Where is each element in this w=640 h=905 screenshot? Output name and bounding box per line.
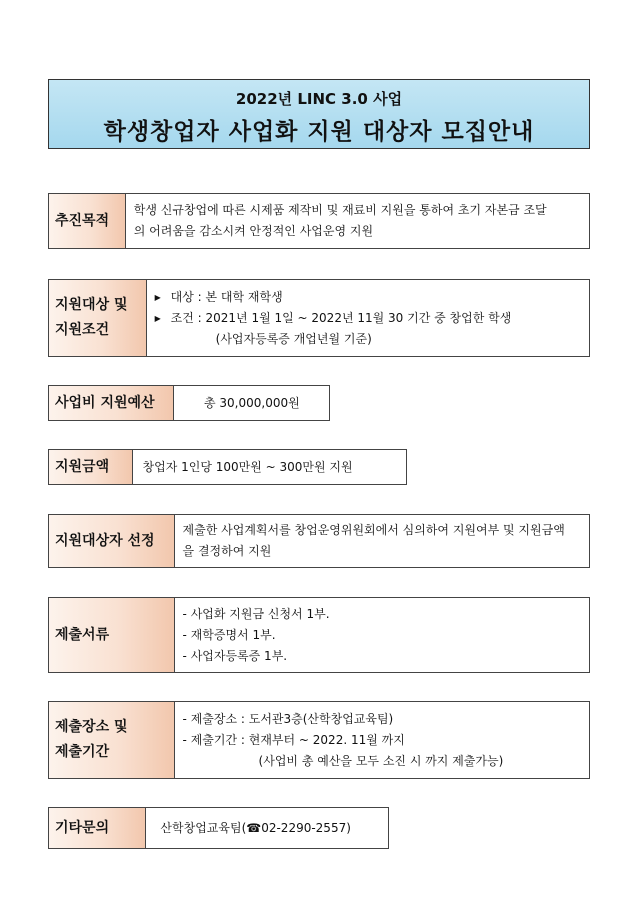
section-target-label-text: [55, 293, 128, 343]
triangle-bullet-icon: ▶: [154, 292, 161, 302]
section-target-content: [147, 280, 589, 356]
section-amount-content: [133, 450, 406, 484]
section-contact: [48, 807, 389, 849]
target-item-1: [155, 287, 581, 308]
contact-info: [160, 818, 380, 839]
section-documents-label: [49, 598, 175, 672]
section-amount-label: [49, 450, 133, 484]
section-documents-label-text: 제출서류: [55, 626, 110, 643]
target-item-1-text: 대상 : 본 대학 재학생: [170, 289, 283, 304]
section-amount: [48, 449, 407, 485]
section-budget-label: [49, 386, 174, 420]
section-purpose-content: [126, 194, 589, 248]
section-purpose-label: [49, 194, 126, 248]
section-submission-label-text: [55, 715, 128, 765]
triangle-bullet-icon: ▶: [154, 313, 161, 323]
section-purpose: [48, 193, 590, 249]
section-contact-label: [49, 808, 146, 848]
section-documents: [48, 597, 590, 673]
section-target-label-line1: 지원대상 및: [55, 297, 128, 313]
purpose-text-line2: 의 어려움을 감소시켜 안정적인 사업운영 지원: [133, 224, 374, 238]
phone-icon: ☎: [246, 820, 262, 835]
section-selection: [48, 514, 590, 568]
section-selection-label: [49, 515, 175, 567]
section-submission-label-line2: 제출기간: [55, 744, 110, 760]
contact-phone: 02-2290-2557): [261, 820, 351, 835]
section-budget: [48, 385, 330, 421]
section-submission-label: [49, 702, 175, 778]
section-documents-content: [175, 598, 589, 672]
title-box: [48, 79, 590, 149]
documents-item-2: - 재학증명서 1부.: [182, 627, 276, 642]
contact-team: 산학창업교육팀(: [160, 820, 247, 835]
section-selection-label-text: 지원대상자 선정: [55, 532, 155, 549]
section-budget-content: [174, 386, 329, 420]
budget-value: 총 30,000,000원: [204, 395, 300, 410]
amount-value: 창업자 1인당 100만원 ~ 300만원 지원: [142, 459, 353, 474]
page-title: 학생창업자 사업화 지원 대상자 모집안내: [103, 119, 535, 145]
section-contact-content: [146, 808, 388, 848]
target-item-2-text: 조건 : 2021년 1월 1일 ~ 2022년 11월 30 기간 중 창업한 학생: [170, 310, 512, 325]
target-item-2-note: (사업자등록증 개업년월 기준): [215, 331, 372, 346]
selection-text-line1: 제출한 사업계획서를 창업운영위원회에서 심의하여 지원여부 및 지원금액: [182, 523, 565, 537]
section-contact-label-text: 기타문의: [55, 819, 110, 836]
submission-place: - 제출장소 : 도서관3층(산학창업교육팀): [182, 711, 394, 726]
target-item-2: [155, 308, 581, 329]
section-submission: [48, 701, 590, 779]
submission-note: (사업비 총 예산을 모두 소진 시 까지 제출가능): [258, 753, 504, 768]
section-submission-label-line1: 제출장소 및: [55, 719, 128, 735]
purpose-text-line1: 학생 신규창업에 따른 시제품 제작비 및 재료비 지원을 통하여 초기 자본금 조달: [133, 203, 547, 217]
documents-item-1: - 사업화 지원금 신청서 1부.: [182, 606, 330, 621]
submission-period: - 제출기간 : 현재부터 ~ 2022. 11월 까지: [182, 732, 405, 747]
section-selection-content: [175, 515, 589, 567]
section-target-label-line2: 지원조건: [55, 322, 110, 338]
page-subtitle: 2022년 LINC 3.0 사업: [235, 90, 403, 108]
selection-text-line2: 을 결정하여 지원: [182, 544, 272, 558]
section-amount-label-text: 지원금액: [55, 458, 110, 475]
section-budget-label-text: 사업비 지원예산: [55, 394, 155, 411]
section-target-label: [49, 280, 147, 356]
section-target: [48, 279, 590, 357]
section-purpose-label-text: 추진목적: [55, 212, 110, 229]
section-submission-content: [175, 702, 589, 778]
documents-item-3: - 사업자등록증 1부.: [182, 648, 288, 663]
